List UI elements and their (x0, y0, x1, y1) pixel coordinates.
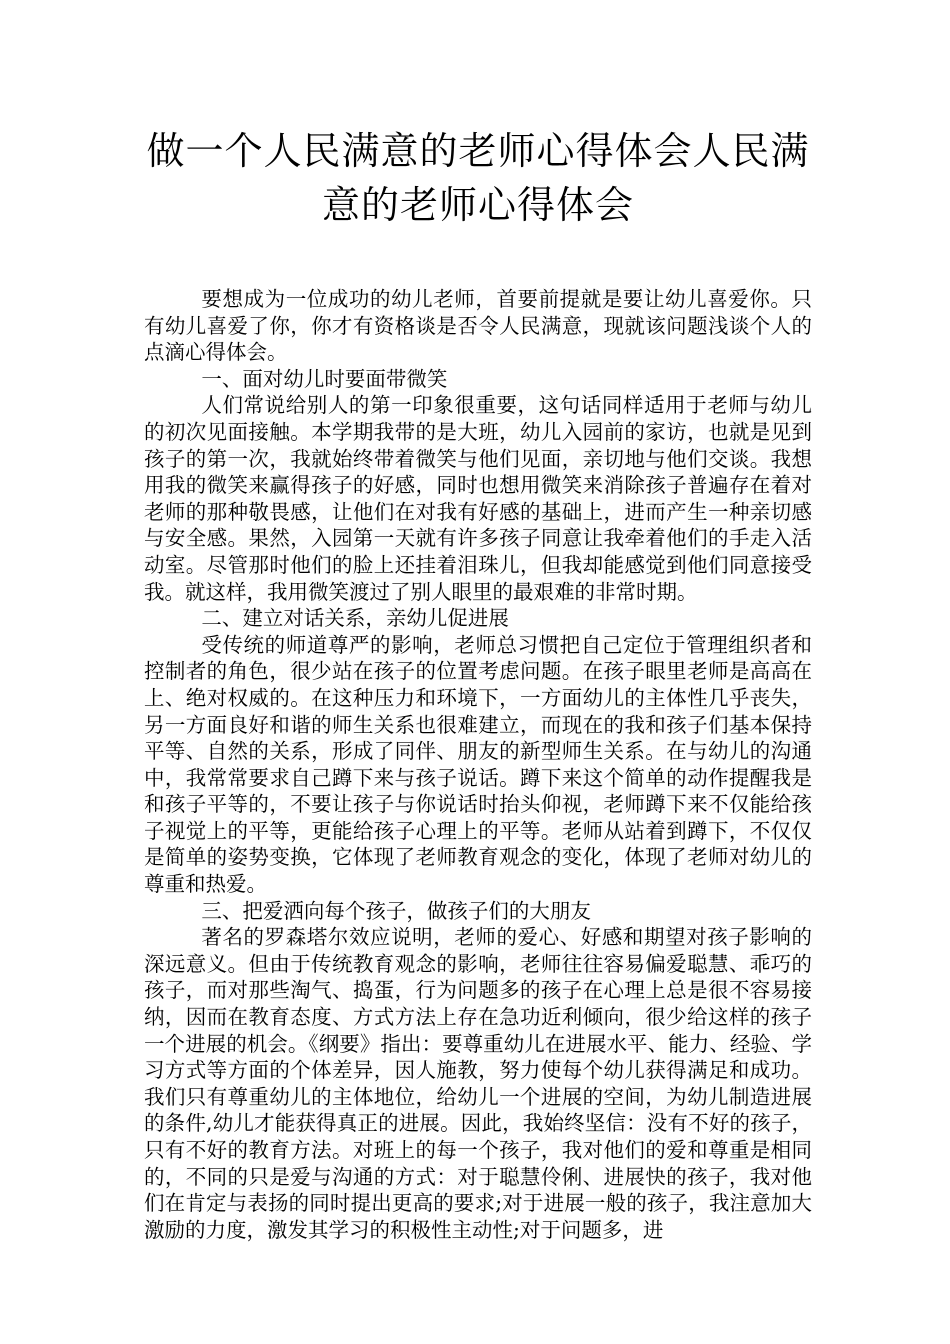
section-heading-2: 二、建立对话关系，亲幼儿促进展 (201, 606, 509, 631)
document-body (144, 286, 812, 1243)
document-page (144, 124, 812, 1243)
section-heading-3: 三、把爱洒向每个孩子，做孩子们的大朋友 (201, 898, 591, 923)
section-paragraph-2: 受传统的师道尊严的影响，老师总习惯把自己定位于管理组织者和控制者的角色，很少站在孩子的位置考虑问题。在孩子眼里老师是高高在上、绝对权威的。在这种压力和环境下，一方面幼儿的主体性几乎丧失，另一方面良好和谐的师生关系也很难建立，而现在的我和孩子们基本保持平等、自然的关系，形成了同伴、朋友的新型师生关系。在与幼儿的沟通中，我常常要求自己蹲下来与孩子说话。蹲下来这个简单的动作提醒我是和孩子平等的，不要让孩子与你说话时抬头仰视，老师蹲下来不仅能给孩子视觉上的平等，更能给孩子心理上的平等。老师从站着到蹲下，不仅仅是简单的姿势变换，它体现了老师教育观念的变化，体现了老师对幼儿的尊重和热爱。 (144, 632, 812, 897)
section-paragraph-3: 著名的罗森塔尔效应说明，老师的爱心、好感和期望对孩子影响的深远意义。但由于传统教育观念的影响，老师往往容易偏爱聪慧、乖巧的孩子，而对那些淘气、捣蛋，行为问题多的孩子在心理上总是很不容易接纳，因而在教育态度、方式方法上存在急功近利倾向，很少给这样的孩子一个进展的机会。《纲要》指出：要尊重幼儿在进展水平、能力、经验、学习方式等方面的个体差异，因人施教，努力使每个幼儿获得满足和成功。我们只有尊重幼儿的主体地位，给幼儿一个进展的空间，为幼儿制造进展的条件,幼儿才能获得真正的进展。因此，我始终坚信：没有不好的孩子，只有不好的教育方法。对班上的每一个孩子，我对他们的爱和尊重是相同的，不同的只是爱与沟通的方式：对于聪慧伶俐、进展快的孩子，我对他们在肯定与表扬的同时提出更高的要求;对于进展一般的孩子，我注意加大激励的力度，激发其学习的积极性主动性;对于问题多，进 (144, 925, 812, 1242)
intro-paragraph: 要想成为一位成功的幼儿老师，首要前提就是要让幼儿喜爱你。只有幼儿喜爱了你，你才有资格谈是否令人民满意，现就该问题浅谈个人的点滴心得体会。 (144, 287, 812, 365)
section-paragraph-1: 人们常说给别人的第一印象很重要，这句话同样适用于老师与幼儿的初次见面接触。本学期我带的是大班，幼儿入园前的家访，也就是见到孩子的第一次，我就始终带着微笑与他们见面，亲切地与他们交谈。我想用我的微笑来赢得孩子的好感，同时也想用微笑来消除孩子普遍存在着对老师的那种敬畏感，让他们在对我有好感的基础上，进而产生一种亲切感与安全感。果然，入园第一天就有许多孩子同意让我牵着他们的手走入活动室。尽管那时他们的脸上还挂着泪珠儿，但我却能感觉到他们同意接受我。就这样，我用微笑渡过了别人眼里的最艰难的非常时期。 (144, 393, 812, 604)
section-heading-1: 一、面对幼儿时要面带微笑 (201, 366, 448, 391)
document-title: 做一个人民满意的老师心得体会人民满意的老师心得体会 (146, 129, 810, 227)
